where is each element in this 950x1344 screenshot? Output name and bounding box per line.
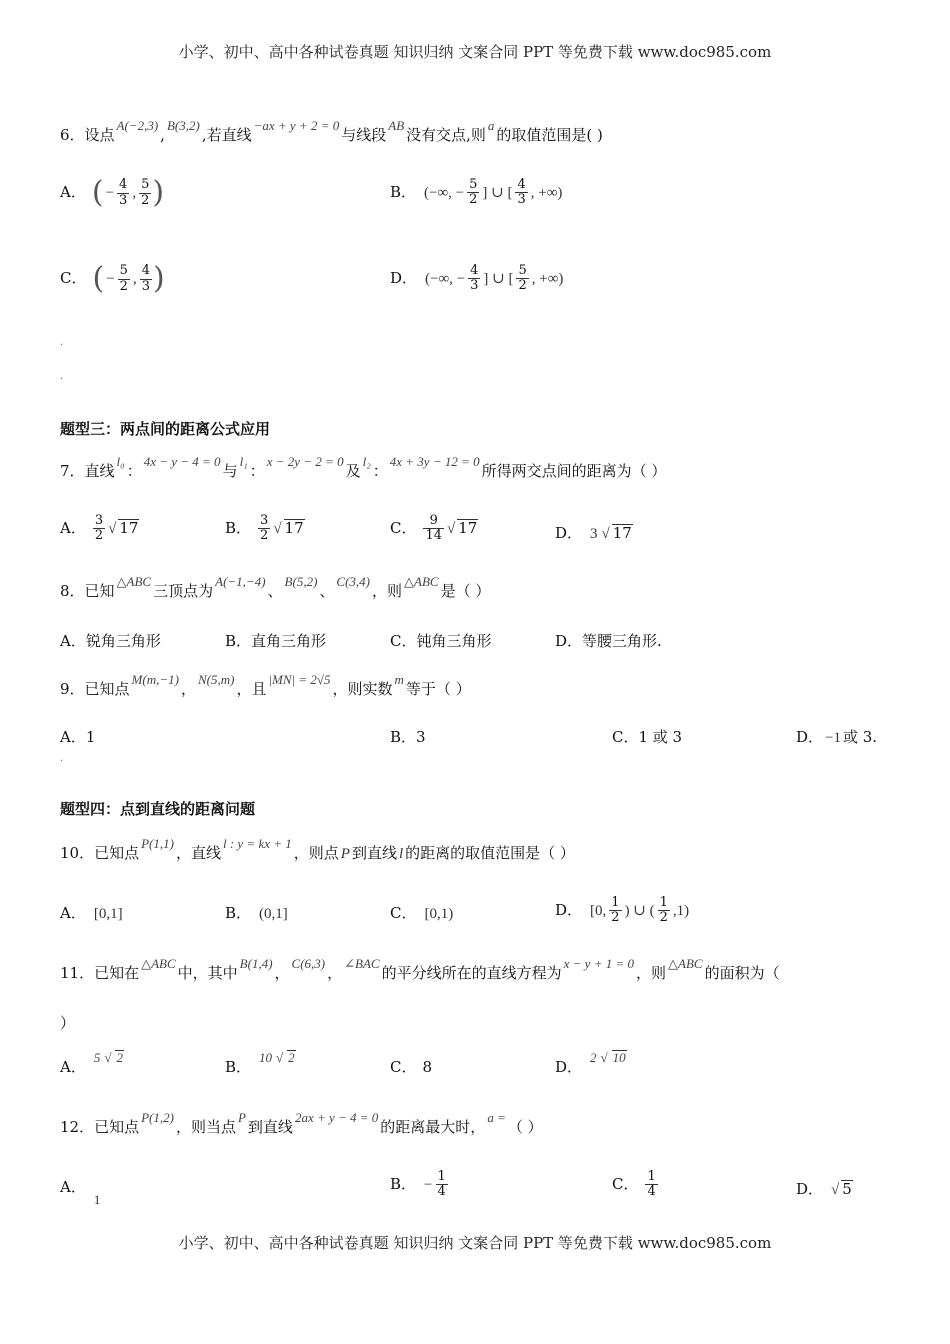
question-11: 11．已知在△ABC中，其中B(1,4)，C(6,3)，∠BAC的平分线所在的直线方程为x − y + 1 = 0，则△ABC的面积为（	[60, 956, 780, 982]
q10-option-b[interactable]: B． (0,1]	[225, 904, 288, 922]
fraction: $\frac{4}{3}$	[141, 263, 150, 294]
question-7: 7．直线l₀：4x − y − 4 = 0与l₁：x − 2y − 2 = 0及l₂：4x + 3y − 12 = 0所得两交点间的距离为（ ）	[60, 454, 667, 480]
fraction: $\frac{5}{2}$	[119, 263, 128, 294]
q6-text: ,	[160, 126, 165, 144]
option-label: D．	[390, 268, 418, 287]
fraction: $\frac{5}{2}$	[518, 263, 527, 294]
q8-option-d[interactable]: D．等腰三角形.	[555, 632, 662, 650]
q8-option-a[interactable]: A．锐角三角形	[60, 632, 161, 650]
question-11-cont: ）	[60, 1014, 76, 1032]
q9-option-d[interactable]: D． −1 或 3.	[796, 728, 878, 746]
fraction: $\frac{4}{3}$	[517, 177, 526, 208]
q10-option-d[interactable]: D． [0, $\frac{1}{2}$ ) ∪ ( $\frac{1}{2}$ ,1)	[555, 895, 690, 926]
page-footer: 小学、初中、高中各种试卷真题 知识归纳 文案合同 PPT 等免费下载 www.doc985.com	[178, 1234, 772, 1252]
section-title-4: 题型四：点到直线的距离问题	[60, 800, 256, 818]
section-title-3: 题型三：两点间的距离公式应用	[60, 420, 271, 438]
q6-math: A(−2,3)	[116, 118, 159, 133]
q7-option-c[interactable]: C． $\frac{9}{14}$ √ 17	[390, 513, 478, 544]
page-header: 小学、初中、高中各种试卷真题 知识归纳 文案合同 PPT 等免费下载 www.doc985.com	[178, 43, 772, 61]
question-8: 8．已知△ABC三顶点为A(−1,−4)、B(5,2)、C(3,4)，则△ABC是（ ）	[60, 574, 491, 600]
q8-option-c[interactable]: C．钝角三角形	[390, 632, 492, 650]
fraction: $\frac{5}{2}$	[469, 177, 478, 208]
q9-option-c[interactable]: C．1 或 3	[612, 728, 683, 746]
q6-math: AB	[388, 118, 405, 133]
q12-option-c[interactable]: C． $\frac{1}{4}$	[612, 1169, 656, 1200]
q6-text: 的取值范围是( )	[496, 126, 603, 144]
q12-option-b[interactable]: B． − $\frac{1}{4}$	[390, 1169, 446, 1200]
q10-option-c[interactable]: C． [0,1)	[390, 904, 454, 922]
q11-option-a[interactable]: A．5 √ 2	[60, 1050, 123, 1076]
q6-math: −ax + y + 2 = 0	[253, 118, 340, 133]
q7-option-d[interactable]: D． 3 √ 17	[555, 524, 632, 542]
fraction: $\frac{4}{3}$	[119, 177, 128, 208]
fraction: $\frac{4}{3}$	[470, 263, 479, 294]
fraction: $\frac{5}{2}$	[141, 177, 150, 208]
q6-text: 6．设点	[60, 126, 115, 144]
q11-option-d[interactable]: D．2 √ 10	[555, 1050, 626, 1076]
q6-text: 与线段	[341, 126, 387, 144]
question-10: 10．已知点P(1,1)，直线l : y = kx + 1，则点 P 到直线 l 的距离的取值范围是（ ）	[60, 836, 575, 862]
q12-option-d[interactable]: D． √ 5	[796, 1180, 852, 1198]
q8-option-b[interactable]: B．直角三角形	[225, 632, 327, 650]
q12-option-a[interactable]: A．1	[60, 1178, 101, 1207]
question-9: 9．已知点M(m,−1)，N(5,m)，且|MN| = 2√5，则实数m等于（ ）	[60, 672, 471, 698]
q7-option-a[interactable]: A． $\frac{3}{2}$ √ 17	[60, 513, 139, 544]
q10-option-a[interactable]: A． [0,1]	[60, 904, 123, 922]
option-label: B．	[390, 182, 417, 201]
paren: (	[91, 175, 104, 210]
q9-option-a[interactable]: A．1	[60, 728, 96, 746]
q6-text: ,若直线	[201, 126, 252, 144]
q11-option-b[interactable]: B．10 √ 2	[225, 1050, 295, 1076]
separator-dot: ·	[60, 756, 64, 767]
q6-option-d[interactable]: D． (−∞, − $\frac{4}{3}$ ] ∪ [ $\frac{5}{2}$ , +∞)	[390, 263, 564, 294]
q9-option-b[interactable]: B．3	[390, 728, 426, 746]
option-label: C．	[60, 269, 87, 287]
q6-text: 没有交点,则	[406, 126, 486, 144]
option-label: A．	[60, 183, 86, 201]
q6-math: B(3,2)	[166, 118, 200, 133]
q6-option-a[interactable]: A． ( − $\frac{4}{3}$ , $\frac{5}{2}$ )	[60, 175, 165, 210]
separator-dot: ·	[60, 374, 64, 385]
question-6	[60, 118, 603, 144]
separator-dot: ·	[60, 340, 64, 351]
q7-option-b[interactable]: B． $\frac{3}{2}$ √ 17	[225, 513, 304, 544]
q6-option-c[interactable]: C． ( − $\frac{5}{2}$ , $\frac{4}{3}$ )	[60, 261, 165, 296]
q11-option-c[interactable]: C． 8	[390, 1058, 433, 1076]
question-12: 12．已知点P(1,2)，则当点P到直线2ax + y − 4 = 0的距离最大时，a =（ ）	[60, 1110, 543, 1136]
q6-option-b[interactable]: B． (−∞, − $\frac{5}{2}$ ] ∪ [ $\frac{4}{3}$ , +∞)	[390, 177, 563, 208]
q6-math: a	[487, 118, 495, 133]
